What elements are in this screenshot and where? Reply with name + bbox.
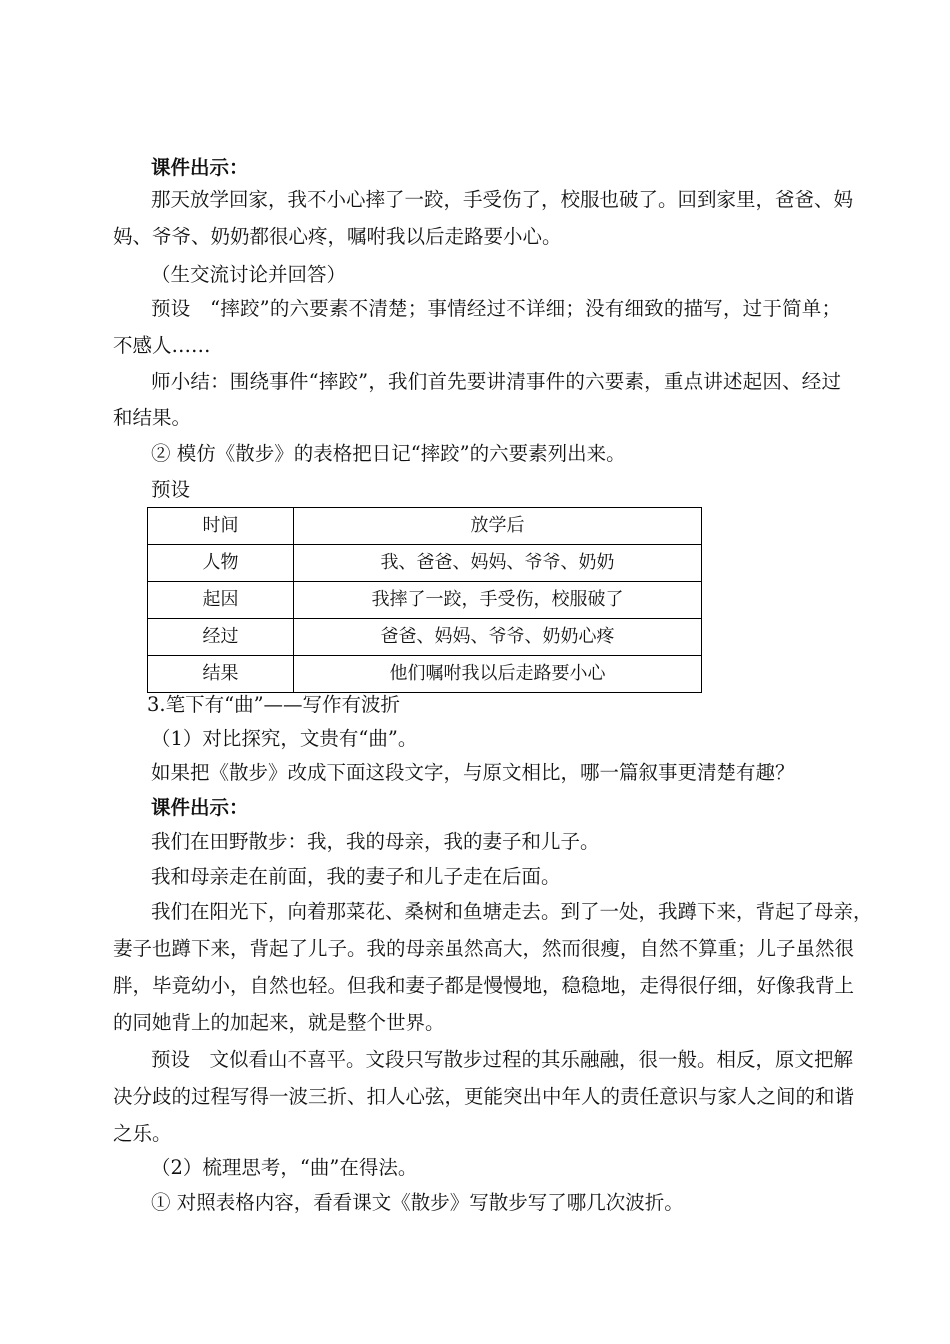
paragraph-line: 的同她背上的加起来，就是整个世界。 (113, 1011, 445, 1034)
paragraph-line: ② 模仿《散步》的表格把日记“摔跤”的六要素列出来。 (151, 442, 626, 465)
preset-label: 预设 (151, 478, 191, 501)
table-row (148, 582, 702, 619)
paragraph-line: 我们在田野散步：我，我的母亲，我的妻子和儿子。 (151, 830, 600, 853)
table-key-cell: 时间 (148, 508, 294, 545)
subsection-title: （1）对比探究，文贵有“曲”。 (151, 727, 418, 750)
subsection-title: （2）梳理思考，“曲”在得法。 (151, 1156, 418, 1179)
section-title: 3.笔下有“曲”——写作有波折 (147, 693, 401, 716)
table-value-cell: 爸爸、妈妈、爷爷、奶奶心疼 (294, 619, 702, 656)
paragraph-line: 那天放学回家，我不小心摔了一跤，手受伤了，校服也破了。回到家里，爸爸、妈 (151, 188, 854, 211)
paragraph-line: 预设 “摔跤”的六要素不清楚；事情经过不详细；没有细致的描写，过于简单； (151, 297, 841, 320)
paragraph-line: 妻子也蹲下来，背起了儿子。我的母亲虽然高大，然而很瘦，自然不算重；儿子虽然很 (113, 937, 855, 960)
paragraph-line: 之乐。 (113, 1122, 172, 1145)
table-key-cell: 起因 (148, 582, 294, 619)
heading-courseware-1: 课件出示： (151, 156, 249, 179)
paragraph-line: 和结果。 (113, 406, 192, 429)
table-value-cell: 我摔了一跤，手受伤，校服破了 (294, 582, 702, 619)
paragraph-line: 决分歧的过程写得一波三折、扣人心弦，更能突出中年人的责任意识与家人之间的和谐 (113, 1085, 855, 1108)
paragraph-line: 我们在阳光下，向着那菜花、桑树和鱼塘走去。到了一处，我蹲下来，背起了母亲， (151, 900, 873, 923)
table-row (148, 656, 702, 693)
table-value-cell: 他们嘱咐我以后走路要小心 (294, 656, 702, 693)
paragraph-line: 不感人…… (113, 334, 211, 357)
paragraph-line: ① 对照表格内容，看看课文《散步》写散步写了哪几次波折。 (151, 1191, 684, 1214)
paragraph-line: 胖，毕竟幼小，自然也轻。但我和妻子都是慢慢地，稳稳地，走得很仔细，好像我背上 (113, 974, 855, 997)
heading-courseware-2: 课件出示： (151, 796, 249, 819)
table-key-cell: 人物 (148, 545, 294, 582)
table-row (148, 545, 702, 582)
paragraph-line: 师小结：围绕事件“摔跤”，我们首先要讲清事件的六要素，重点讲述起因、经过 (151, 370, 841, 393)
table-key-cell: 经过 (148, 619, 294, 656)
paragraph-line: 妈、爷爷、奶奶都很心疼，嘱咐我以后走路要小心。 (113, 225, 562, 248)
table-value-cell: 我、爸爸、妈妈、爷爷、奶奶 (294, 545, 702, 582)
question-text: 如果把《散步》改成下面这段文字，与原文相比，哪一篇叙事更清楚有趣？ (151, 761, 795, 784)
paragraph-line: 预设 文似看山不喜平。文段只写散步过程的其乐融融，很一般。相反，原文把解 (151, 1048, 854, 1071)
six-elements-table (147, 507, 702, 693)
table-value-cell: 放学后 (294, 508, 702, 545)
table-key-cell: 结果 (148, 656, 294, 693)
note-discussion: （生交流讨论并回答） (151, 263, 347, 286)
table-row (148, 619, 702, 656)
table-row (148, 508, 702, 545)
paragraph-line: 我和母亲走在前面，我的妻子和儿子走在后面。 (151, 865, 561, 888)
